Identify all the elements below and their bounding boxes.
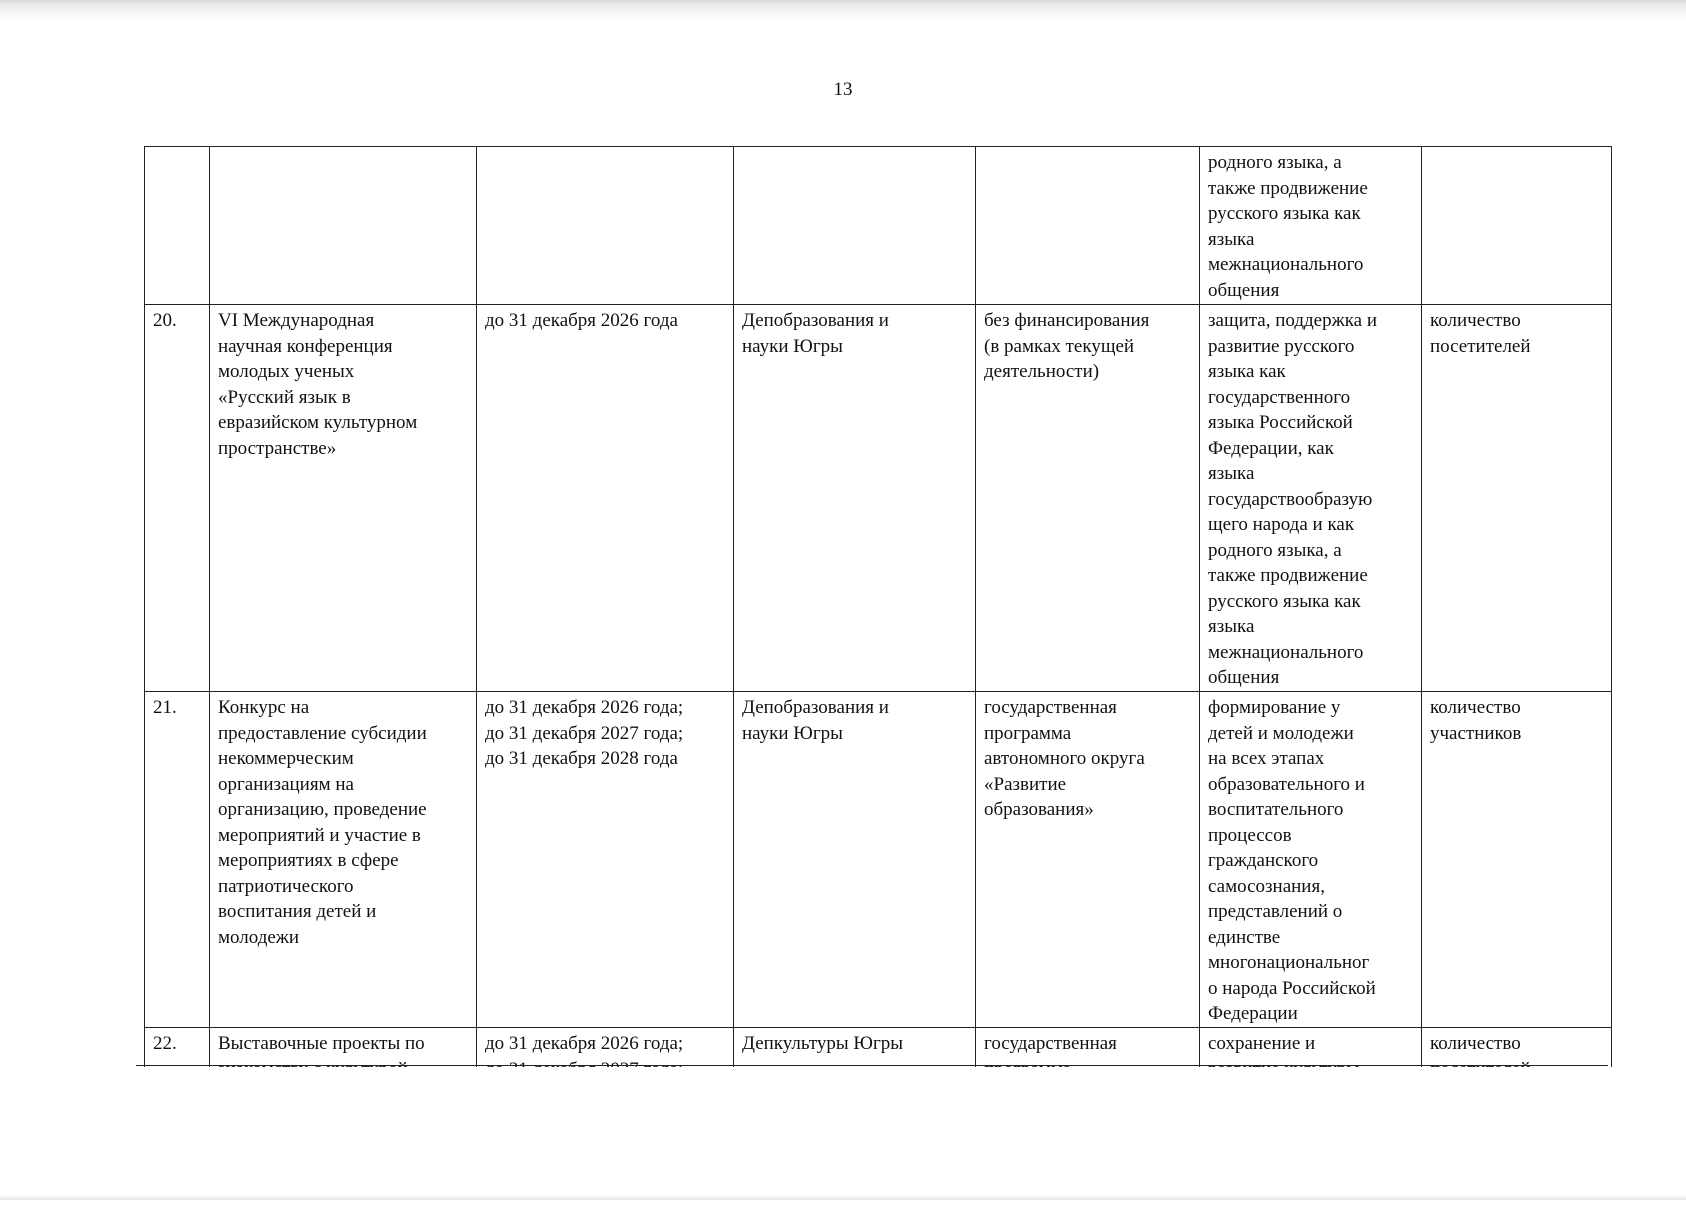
cell-line: молодежи bbox=[218, 926, 300, 948]
cell-line: до 31 декабря 2028 года bbox=[485, 748, 678, 769]
cell-line: развитие русского bbox=[1208, 335, 1355, 357]
cell-line: до 31 декабря 2026 года bbox=[485, 310, 678, 331]
measures-table bbox=[144, 146, 1612, 1092]
cell-line: единстве bbox=[1208, 926, 1281, 948]
cell-line: детей и молодежи bbox=[1208, 722, 1354, 744]
cell-line: «Развитие bbox=[984, 773, 1067, 795]
cell-text bbox=[742, 695, 967, 746]
page-cut-line bbox=[136, 1065, 1608, 1066]
cell-line: участников bbox=[1430, 722, 1522, 744]
cell-result bbox=[1200, 305, 1422, 692]
cell-line: автономного округа bbox=[984, 748, 1145, 769]
cell-line: Выставочные проекты по bbox=[218, 1033, 425, 1054]
cell-line: без финансирования bbox=[984, 310, 1150, 331]
cell-line: процессов bbox=[1208, 824, 1292, 846]
cell-line: государствообразую bbox=[1208, 488, 1373, 510]
cell-num: 20. bbox=[145, 305, 210, 692]
cell-line: языка bbox=[1208, 616, 1255, 637]
cell-term bbox=[477, 147, 734, 305]
page-cutoff-mask bbox=[136, 1067, 1616, 1207]
cell-line: формирование у bbox=[1208, 697, 1341, 718]
cell-line: VI Международная bbox=[218, 310, 375, 331]
cell-text bbox=[984, 308, 1191, 385]
cell-text bbox=[1208, 150, 1413, 303]
cell-line: до 31 декабря 2026 года; bbox=[485, 697, 684, 718]
cell-line: количество bbox=[1430, 1033, 1521, 1054]
cell-line: русского языка как bbox=[1208, 590, 1361, 612]
cell-line: щего народа и как bbox=[1208, 514, 1355, 535]
table-row bbox=[145, 692, 1612, 1028]
cell-result bbox=[1200, 692, 1422, 1028]
cell-line: патриотического bbox=[218, 875, 354, 897]
cell-executor bbox=[734, 692, 976, 1028]
cell-line: до 31 декабря 2026 года; bbox=[485, 1033, 684, 1054]
cell-line: воспитания детей и bbox=[218, 901, 377, 922]
cell-term bbox=[477, 692, 734, 1028]
cell-line: также продвижение bbox=[1208, 177, 1368, 199]
cell-line: межнационального bbox=[1208, 254, 1364, 275]
cell-name bbox=[210, 305, 477, 692]
cell-line: науки Югры bbox=[742, 335, 843, 357]
cell-name bbox=[210, 692, 477, 1028]
cell-text bbox=[485, 695, 725, 772]
cell-line: науки Югры bbox=[742, 722, 843, 744]
cell-line: Конкурс на bbox=[218, 697, 310, 718]
cell-line: родного языка, а bbox=[1208, 152, 1342, 173]
cell-line: мероприятиях в сфере bbox=[218, 850, 399, 871]
cell-line: деятельности) bbox=[984, 361, 1100, 382]
cell-line: программа bbox=[984, 722, 1072, 744]
cell-line: защита, поддержка и bbox=[1208, 310, 1378, 331]
cell-line: пространстве» bbox=[218, 437, 337, 459]
cell-line: многонациональног bbox=[1208, 952, 1370, 973]
cell-line: на всех этапах bbox=[1208, 748, 1325, 769]
cell-funding bbox=[976, 305, 1200, 692]
cell-line: русского языка как bbox=[1208, 203, 1361, 224]
cell-line: (в рамках текущей bbox=[984, 335, 1135, 357]
cell-line: воспитательного bbox=[1208, 799, 1344, 820]
cell-line: образовательного и bbox=[1208, 773, 1365, 795]
cell-line: самосознания, bbox=[1208, 875, 1325, 897]
cell-line: организацию, проведение bbox=[218, 799, 427, 820]
cell-num: 22. bbox=[145, 1028, 210, 1092]
cell-result bbox=[1200, 147, 1422, 305]
cell-line: сохранение и bbox=[1208, 1033, 1316, 1054]
cell-line: до 31 декабря 2027 года; bbox=[485, 722, 684, 744]
cell-name bbox=[210, 147, 477, 305]
cell-line: языка как bbox=[1208, 361, 1286, 382]
cell-line: государственного bbox=[1208, 386, 1351, 408]
cell-num bbox=[145, 147, 210, 305]
cell-line: также продвижение bbox=[1208, 565, 1368, 586]
cell-text bbox=[1208, 695, 1413, 1027]
cell-indicator bbox=[1422, 305, 1612, 692]
cell-executor bbox=[734, 147, 976, 305]
cell-line: образования» bbox=[984, 799, 1094, 820]
cell-line: организациям на bbox=[218, 773, 354, 795]
cell-line: межнационального bbox=[1208, 641, 1364, 663]
cell-line: посетителей bbox=[1430, 335, 1531, 357]
cell-funding bbox=[976, 147, 1200, 305]
cell-line: языка bbox=[1208, 228, 1255, 250]
cell-text bbox=[1208, 308, 1413, 691]
cell-line: количество bbox=[1430, 697, 1521, 718]
cell-indicator bbox=[1422, 692, 1612, 1028]
cell-line: общения bbox=[1208, 667, 1280, 688]
cell-line: государственная bbox=[984, 697, 1117, 718]
cell-num: 21. bbox=[145, 692, 210, 1028]
cell-line: Депобразования и bbox=[742, 697, 889, 718]
cell-line: количество bbox=[1430, 310, 1521, 331]
cell-term bbox=[477, 305, 734, 692]
cell-line: представлений о bbox=[1208, 901, 1343, 922]
page-number: 13 bbox=[833, 79, 853, 100]
table-row bbox=[145, 305, 1612, 692]
cell-funding bbox=[976, 692, 1200, 1028]
cell-text bbox=[1430, 308, 1603, 359]
cell-line: родного языка, а bbox=[1208, 539, 1342, 561]
cell-line: о народа Российской bbox=[1208, 977, 1376, 999]
cell-text bbox=[1430, 695, 1603, 746]
cell-line: молодых ученых bbox=[218, 361, 355, 382]
cell-line: Депобразования и bbox=[742, 310, 889, 331]
cell-line: Федерации bbox=[1208, 1003, 1298, 1024]
cell-line: «Русский язык в bbox=[218, 386, 351, 408]
cell-line: мероприятий и участие в bbox=[218, 824, 421, 846]
scan-edge-bottom bbox=[0, 1194, 1686, 1200]
cell-line: научная конференция bbox=[218, 335, 393, 357]
cell-line: Депкультуры Югры bbox=[742, 1033, 903, 1054]
cell-executor bbox=[734, 305, 976, 692]
cell-text bbox=[218, 308, 468, 461]
cell-line: языка bbox=[1208, 463, 1255, 484]
cell-text bbox=[742, 308, 967, 359]
cell-line: предоставление субсидии bbox=[218, 722, 427, 744]
cell-text bbox=[984, 695, 1191, 823]
cell-line: Федерации, как bbox=[1208, 437, 1334, 459]
cell-line: евразийском культурном bbox=[218, 412, 418, 433]
cell-line: языка Российской bbox=[1208, 412, 1353, 433]
cell-line: государственная bbox=[984, 1033, 1117, 1054]
cell-indicator bbox=[1422, 147, 1612, 305]
cell-line: некоммерческим bbox=[218, 748, 354, 769]
cell-line: гражданского bbox=[1208, 850, 1319, 871]
cell-text bbox=[218, 695, 468, 950]
cell-line: общения bbox=[1208, 279, 1280, 301]
table-row bbox=[145, 147, 1612, 305]
cell-text bbox=[485, 308, 725, 334]
cell-text bbox=[742, 1031, 967, 1057]
